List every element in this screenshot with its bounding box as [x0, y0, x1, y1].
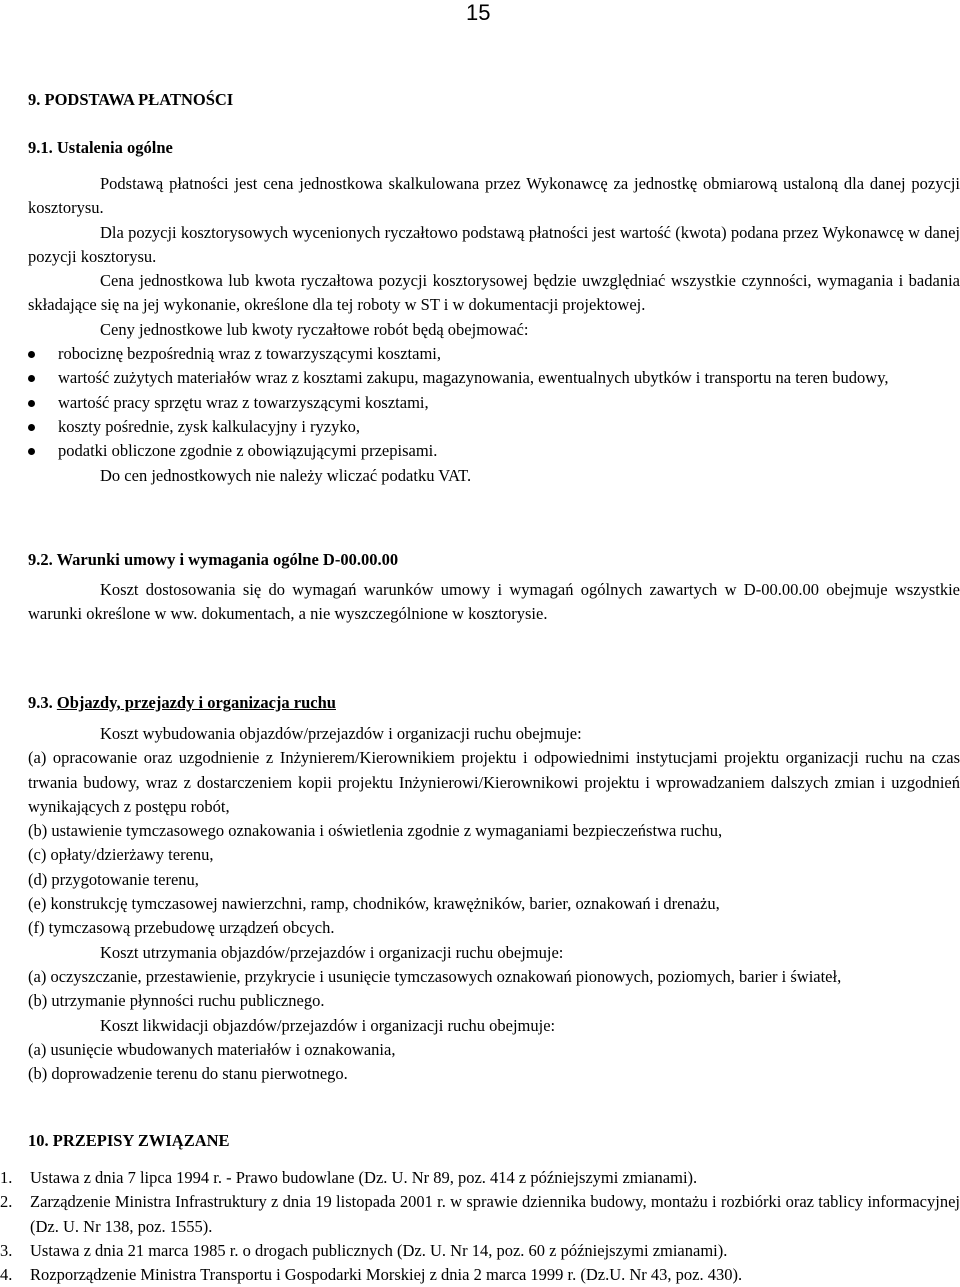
list-item [28, 439, 960, 463]
list-item-text: wartość zużytych materiałów wraz z kosztami zakupu, magazynowania, ewentualnych ubytków i transportu na teren budowy, [58, 368, 889, 388]
list-item-text: robociznę bezpośrednią wraz z towarzyszącymi kosztami, [58, 344, 441, 364]
list-item-text: Ustawa z dnia 21 marca 1985 r. o drogach publicznych (Dz. U. Nr 14, poz. 60 z późniejszymi zmianami). [30, 1240, 728, 1260]
paragraph: Do cen jednostkowych nie należy wliczać podatku VAT. [100, 465, 472, 485]
list-item-text: podatki obliczone zgodnie z obowiązującymi przepisami. [58, 441, 438, 461]
section-title: Objazdy, przejazdy i organizacja ruchu [56, 693, 336, 712]
list-line: (d) przygotowanie terenu, [28, 869, 199, 889]
list-item-text: Zarządzenie Ministra Infrastruktury z dnia 19 listopada 2001 r. w sprawie dziennika budowy, montażu i rozbiórki oraz tablicy informacyjnej (Dz. U. Nr 138, poz. 1555). [30, 1192, 960, 1236]
regulations-list [0, 1166, 960, 1287]
section-9-1-body [28, 172, 960, 488]
list-item [28, 391, 960, 415]
list-item [28, 342, 960, 366]
paragraph: Koszt wybudowania objazdów/przejazdów i organizacji ruchu obejmuje: [100, 724, 582, 743]
list-item [0, 1166, 960, 1190]
list-item [0, 1263, 960, 1287]
list-line: (a) oczyszczanie, przestawienie, przykrycie i usunięcie tymczasowych oznakowań pionowych, poziomych, barier i świateł, [28, 966, 842, 986]
bullet-icon [28, 351, 35, 358]
list-line: (b) utrzymanie płynności ruchu publicznego. [28, 991, 325, 1011]
paragraph: Koszt utrzymania objazdów/przejazdów i organizacji ruchu obejmuje: [100, 942, 564, 962]
list-item-text: Ustawa z dnia 7 lipca 1994 r. - Prawo budowlane (Dz. U. Nr 89, poz. 414 z późniejszymi zmianami). [30, 1168, 698, 1187]
section-9-3-body [28, 722, 960, 1086]
list-number: 4. [0, 1265, 13, 1285]
bullet-icon [28, 424, 35, 431]
section-9-3-heading [28, 691, 336, 715]
list-line: (e) konstrukcję tymczasowej nawierzchni, ramp, chodników, krawężników, barier, oznakowań i drenażu, [28, 894, 720, 914]
bullet-icon [28, 375, 35, 382]
section-10-heading: 10. PRZEPISY ZWIĄZANE [28, 1131, 230, 1150]
list-line: (a) usunięcie wbudowanych materiałów i oznakowania, [28, 1039, 396, 1059]
list-line: (f) tymczasową przebudowę urządzeń obcych. [28, 918, 335, 938]
paragraph: Koszt likwidacji objazdów/przejazdów i organizacji ruchu obejmuje: [100, 1015, 556, 1035]
list-item [0, 1239, 960, 1263]
section-9-1-heading: 9.1. Ustalenia ogólne [28, 138, 173, 157]
list-number: 3. [0, 1240, 13, 1260]
paragraph: Koszt dostosowania się do wymagań warunków umowy i wymagań ogólnych zawartych w D-00.00.00 obejmuje wszystkie warunki określone w ww. dokumentach, a nie wyszczególnione w kosztorysie. [28, 580, 960, 624]
page-number: 15 [466, 0, 491, 25]
section-9-heading: 9. PODSTAWA PŁATNOŚCI [28, 90, 234, 109]
list-line: (b) doprowadzenie terenu do stanu pierwotnego. [28, 1064, 348, 1084]
list-number: 2. [0, 1192, 13, 1212]
bullet-icon [28, 400, 35, 407]
list-item-text: koszty pośrednie, zysk kalkulacyjny i ryzyko, [58, 416, 360, 436]
list-item [28, 415, 960, 439]
list-item [28, 366, 960, 390]
section-9-2-heading: 9.2. Warunki umowy i wymagania ogólne D-00.00.00 [28, 550, 399, 569]
section-number: 9.3. [28, 693, 53, 712]
list-line: (c) opłaty/dzierżawy terenu, [28, 845, 214, 865]
list-item-text: Rozporządzenie Ministra Transportu i Gospodarki Morskiej z dnia 2 marca 1999 r. (Dz.U. Nr 43, poz. 430). [30, 1265, 743, 1285]
bullet-icon [28, 448, 35, 455]
paragraph: Podstawą płatności jest cena jednostkowa skalkulowana przez Wykonawcę za jednostkę obmiarową ustaloną dla danej pozycji kosztorysu. [28, 174, 960, 218]
paragraph: Dla pozycji kosztorysowych wycenionych ryczałtowo podstawą płatności jest wartość (kwota) podana przez Wykonawcę w danej pozycji kosztorysu. [28, 222, 960, 266]
paragraph: Cena jednostkowa lub kwota ryczałtowa pozycji kosztorysowej będzie uwzględniać wszystkie czynności, wymagania i badania składające się na jej wykonanie, określone dla tej roboty w ST i w dokumentacji projektowej. [28, 271, 960, 315]
list-item [0, 1190, 960, 1239]
list-line: (b) ustawienie tymczasowego oznakowania i oświetlenia zgodnie z wymaganiami bezpieczeństwa ruchu, [28, 821, 723, 841]
cost-components-list [28, 342, 960, 463]
section-9-2-body [28, 578, 960, 627]
paragraph: Ceny jednostkowe lub kwoty ryczałtowe robót będą obejmować: [100, 319, 529, 339]
list-line: (a) opracowanie oraz uzgodnienie z Inżynierem/Kierownikiem projektu i odpowiednimi instytucjami projektu organizacji ruchu na czas trwania budowy, wraz z dostarczeniem kopii projektu Inżynierowi/Kierownikowi projektu i wprowadzaniem dalszych zmian i uzgodnień wynikających z postępu robót, [28, 748, 960, 816]
list-number: 1. [0, 1168, 13, 1187]
list-item-text: wartość pracy sprzętu wraz z towarzyszącymi kosztami, [58, 392, 429, 412]
